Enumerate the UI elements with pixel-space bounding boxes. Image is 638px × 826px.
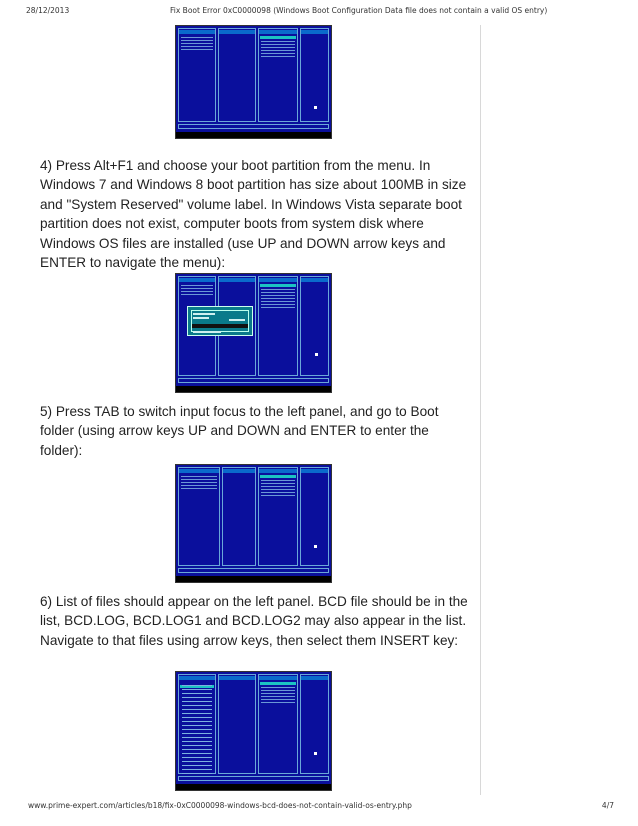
file-manager-screenshot-3 <box>176 465 331 582</box>
file-manager-screenshot-2 <box>176 274 331 392</box>
drive-menu-dialog <box>187 306 253 336</box>
step-4-text: 4) Press Alt+F1 and choose your boot partition from the menu. In Windows 7 and Windows 8 boot partition has size about 100MB in size and "System Reserved" volume label. In Windows Vista separate boot partition does not exist, computer boots from system disk where Windows OS files are installed (use UP and DOWN arrow keys and ENTER to navigate the menu): <box>40 158 467 271</box>
file-manager-screenshot-4 <box>176 672 331 790</box>
step-6-text: 6) List of files should appear on the left panel. BCD file should be in the list, BCD.LOG, BCD.LOG1 and BCD.LOG2 may also appear in the list. Navigate to that files using arrow keys, then select them INSERT key: <box>40 594 468 648</box>
footer-url: www.prime-expert.com/articles/b18/fix-0xC0000098-windows-bcd-does-not-contain-valid-os-entry.php <box>28 801 412 810</box>
footer-page-number: 4/7 <box>601 801 614 810</box>
step-5-text: 5) Press TAB to switch input focus to the left panel, and go to Boot folder (using arrow keys UP and DOWN and ENTER to enter the folder): <box>40 404 439 458</box>
header-title: Fix Boot Error 0xC0000098 (Windows Boot Configuration Data file does not contain a valid OS entry) <box>170 6 548 15</box>
margin-divider <box>480 25 481 795</box>
file-manager-screenshot-1 <box>176 26 331 138</box>
header-date: 28/12/2013 <box>26 6 70 15</box>
